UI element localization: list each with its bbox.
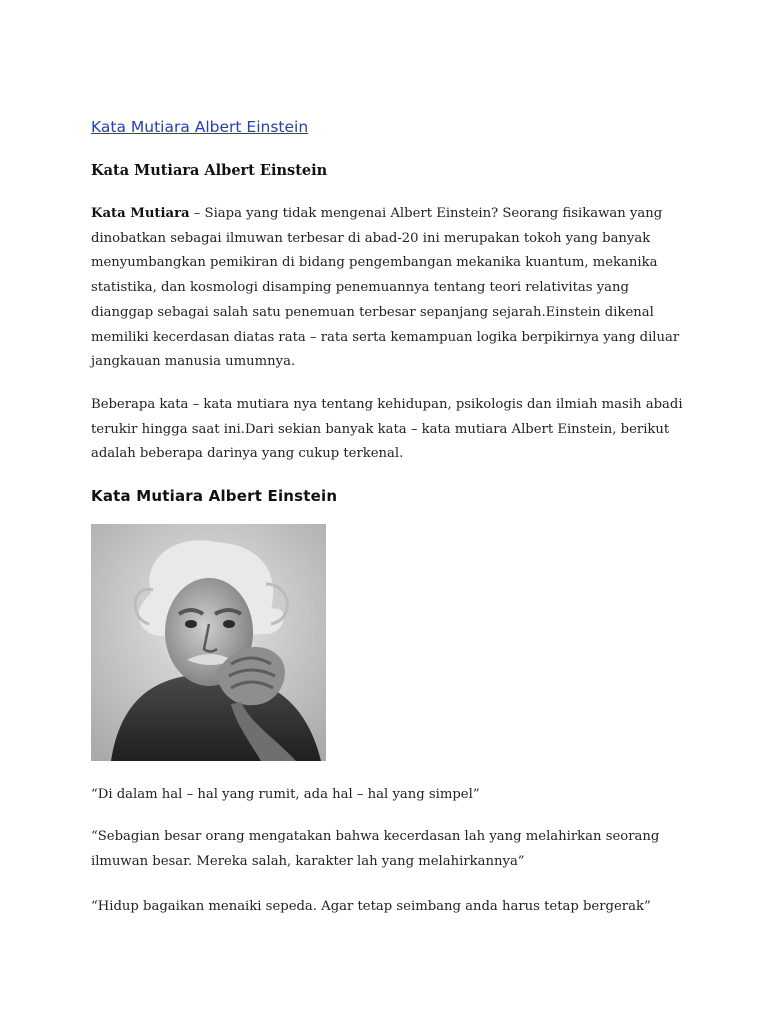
intro-bold-lead: Kata Mutiara: [91, 206, 190, 221]
article-heading: Kata Mutiara Albert Einstein: [91, 162, 328, 179]
quote-3: “Hidup bagaikan menaiki sepeda. Agar tetap seimbang anda harus tetap bergerak”: [91, 899, 651, 914]
title-link[interactable]: Kata Mutiara Albert Einstein: [91, 118, 309, 136]
section-heading: Kata Mutiara Albert Einstein: [91, 487, 338, 505]
document-page: [91, 116, 691, 914]
intro-text: – Siapa yang tidak mengenai Albert Einstein? Seorang fisikawan yang dinobatkan sebagai ilmuwan terbesar di abad-20 ini merupakan tokoh yang banyak menyumbangkan pemikiran di bidang pengembangan mekanika kuantum, mekanika statistika, dan kosmologi disamping penemuannya tentang teori relativitas yang dianggap sebagai salah satu penemuan terbesar sepanjang sejarah.Einstein dikenal memiliki kecerdasan diatas rata – rata serta kemampuan logika berpikirnya yang diluar jangkauan manusia umumnya.: [91, 206, 680, 370]
quote-2: “Sebagian besar orang mengatakan bahwa kecerdasan lah yang melahirkan seorang ilmuwan besar. Mereka salah, karakter lah yang melahirkannya”: [91, 829, 660, 869]
quote-1: “Di dalam hal – hal yang rumit, ada hal – hal yang simpel”: [91, 787, 480, 802]
intro-paragraph: [91, 202, 691, 375]
einstein-photo: [91, 524, 326, 761]
second-paragraph: Beberapa kata – kata mutiara nya tentang kehidupan, psikologis dan ilmiah masih abadi terukir hingga saat ini.Dari sekian banyak kata – kata mutiara Albert Einstein, berikut adalah beberapa darinya yang cukup terkenal.: [91, 397, 683, 462]
